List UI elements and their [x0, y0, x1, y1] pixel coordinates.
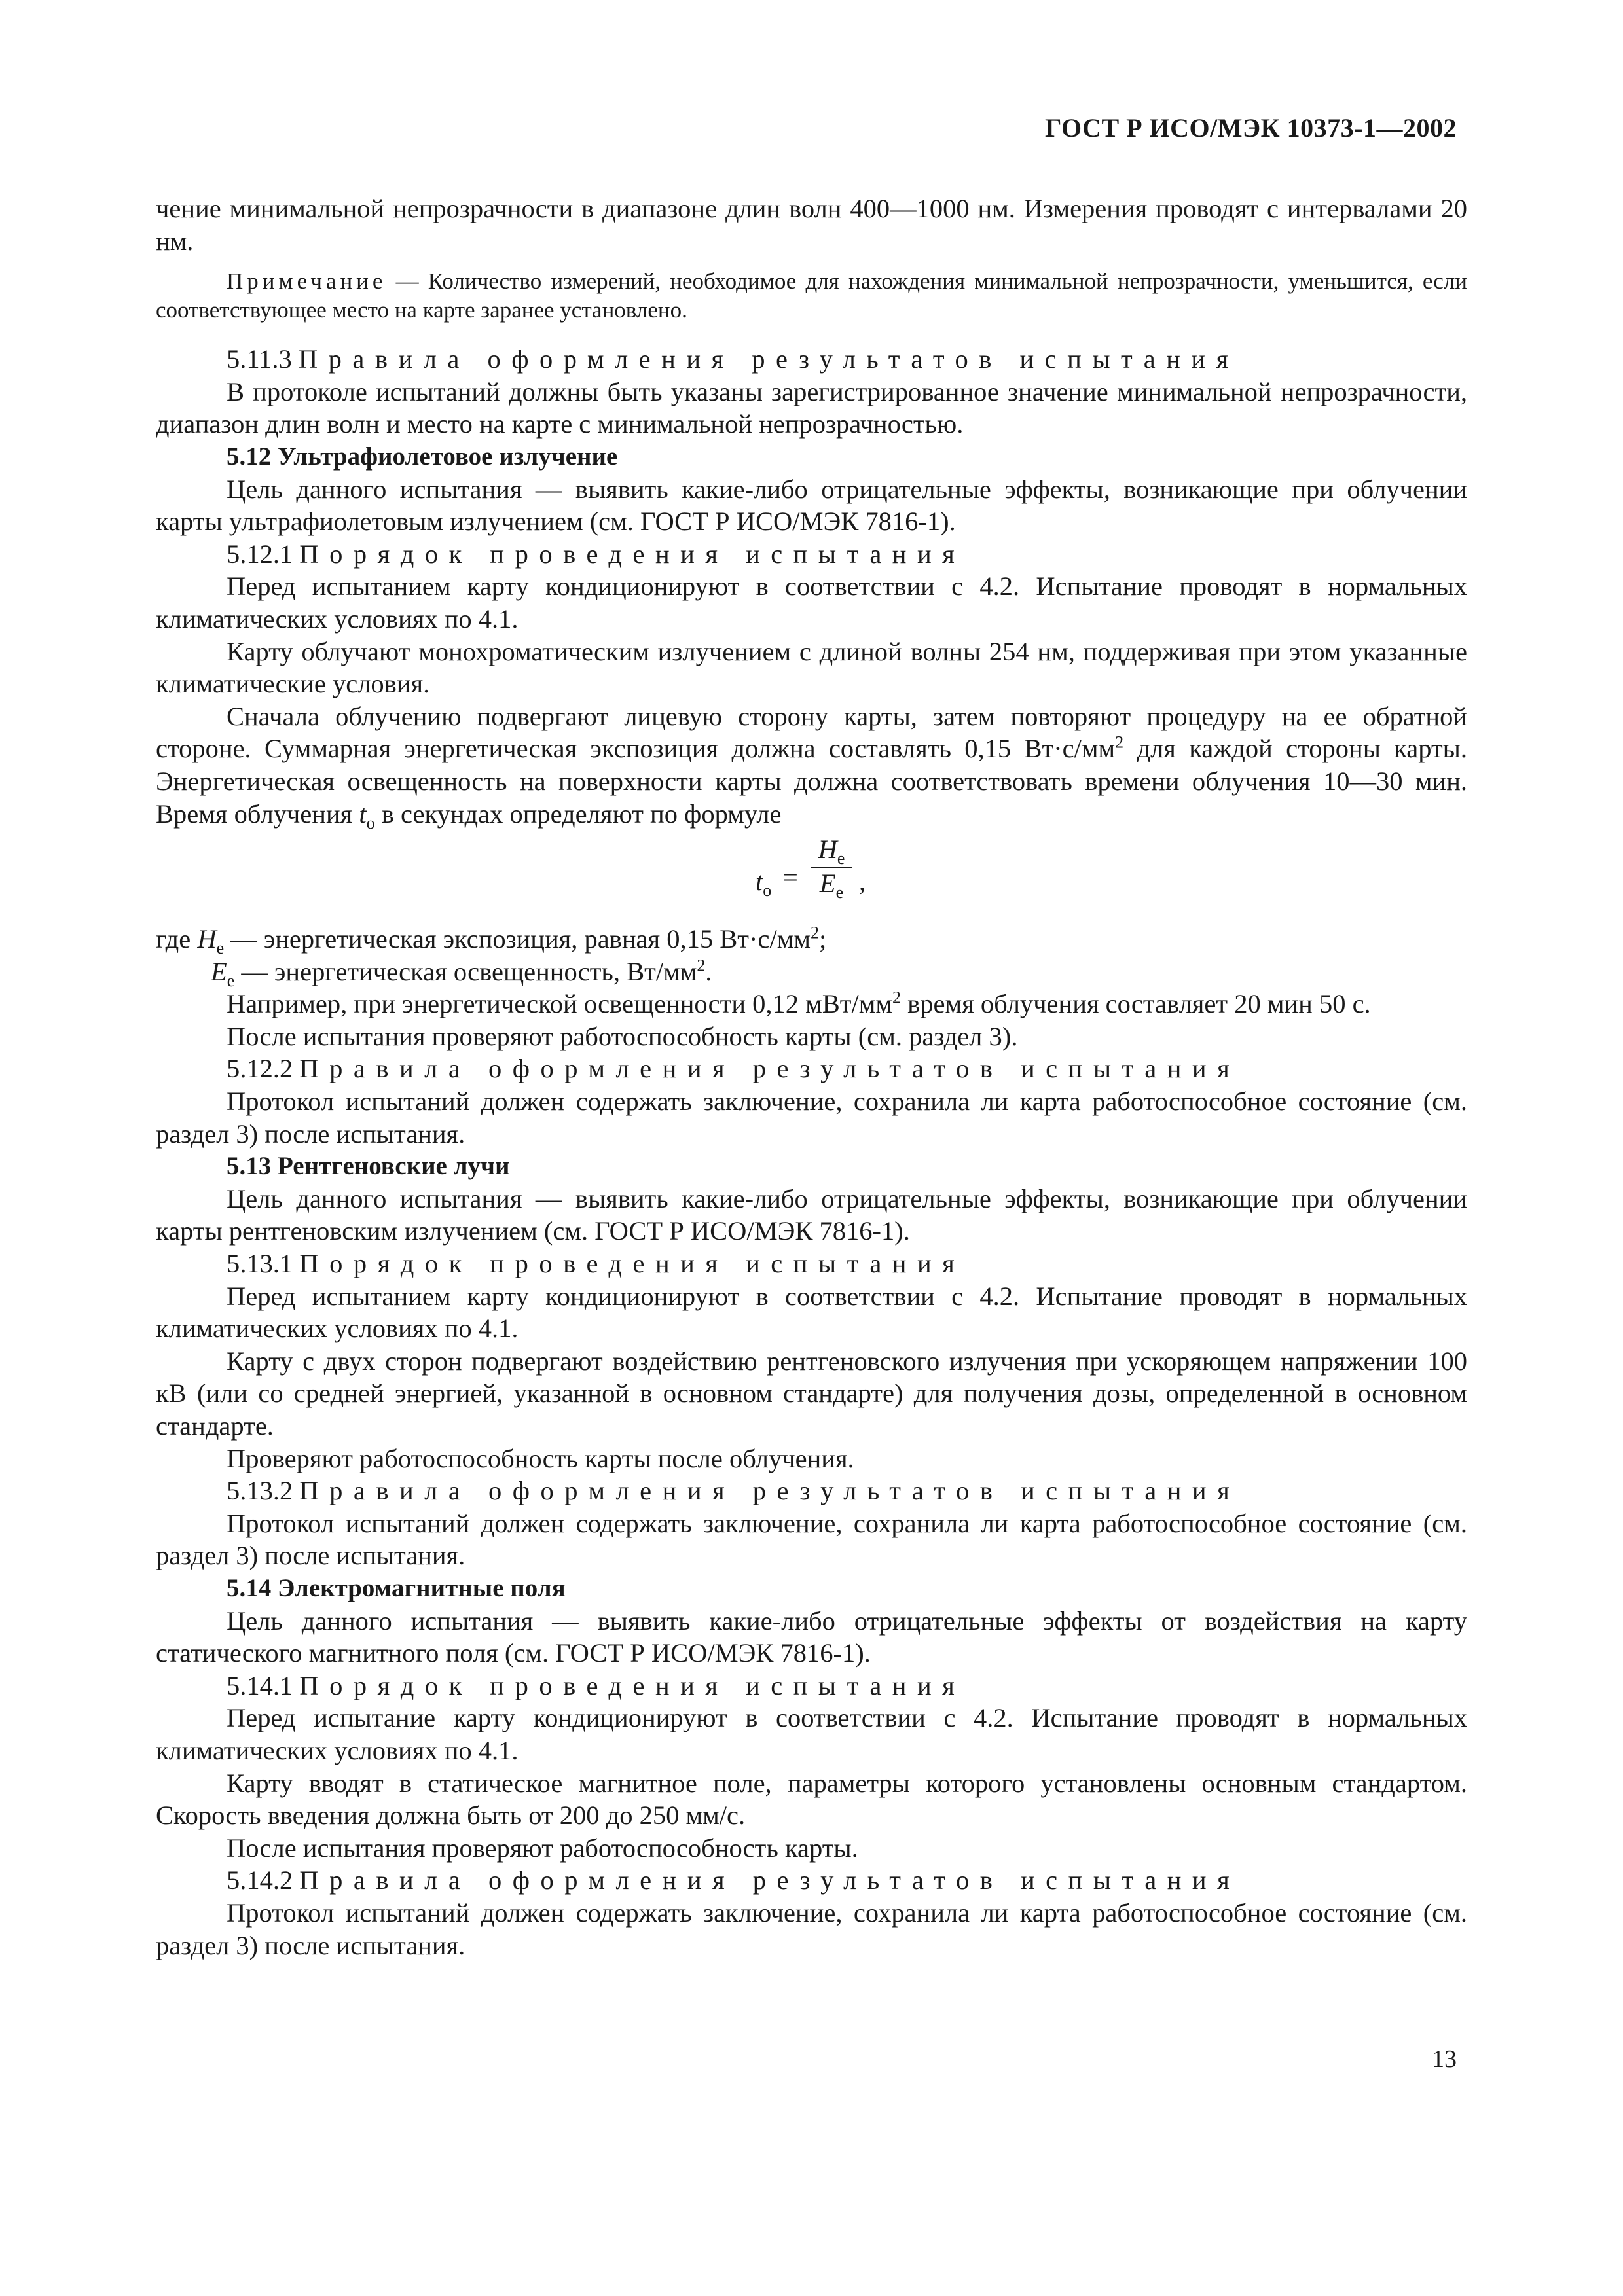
text-run: для каждой стороны карты. Энергетическая освещенность на поверхности карты должна соответствовать времени облучения 10—30 мин. Время облучения [156, 734, 1468, 829]
formula-lhs [756, 865, 772, 901]
symbol-H: H [197, 924, 217, 954]
fraction [811, 834, 852, 903]
subsection-number: 5.11.3 [227, 344, 292, 374]
subsection-number: 5.12.2 [227, 1054, 293, 1084]
page-number: 13 [1432, 2045, 1457, 2073]
numerator [811, 834, 852, 869]
symbol-E: E [211, 956, 227, 986]
section-heading-5-14: 5.14 Электромагнитные поля [227, 1573, 566, 1602]
subsection-number: 5.13.2 [227, 1476, 293, 1506]
paragraph: В протоколе испытаний должны быть указаны зарегистрированное значение минимальной непрозрачности, диапазон длин волн и место на карте с минимальной непрозрачностью. [156, 376, 1467, 439]
denominator [811, 869, 852, 903]
subsection-heading-5-14-1 [156, 1670, 1467, 1702]
subsection-title: Правила оформления результатов испытания [298, 344, 1239, 374]
paragraph: Карту с двух сторон подвергают воздействию рентгеновского излучения при ускоряющем напряжении 100 кВ (или со средней энергией, указанной в основном стандарте) для получения дозы, определенной в основном стандарте. [156, 1346, 1467, 1441]
note-text: — Количество измерений, необходимое для нахождения минимальной непрозрачности, уменьшится, если соответствующее место на карте заранее установлено. [156, 268, 1467, 323]
paragraph: После испытания проверяют работоспособность карты. [227, 1833, 858, 1863]
text-run: Сначала облучению подвергают лицевую сторону карты, затем повторяют процедуру на ее обратной стороне. Суммарная энергетическая экспозиция должна составлять 0,15 Вт·с/мм [156, 701, 1467, 764]
subsection-title: Правила оформления результатов испытания [299, 1054, 1241, 1084]
text-run: в секундах определяют по формуле [374, 798, 782, 829]
symbol-t: t [359, 798, 367, 829]
section-heading-5-13: 5.13 Рентгеновские лучи [227, 1152, 510, 1181]
symbol-E: E [819, 869, 836, 899]
subscript: e [837, 849, 845, 869]
subsection-heading-5-13-2 [156, 1475, 1467, 1507]
paragraph: Перед испытание карту кондиционируют в соответствии с 4.2. Испытание проводят в нормальных климатических условиях по 4.1. [156, 1703, 1467, 1765]
text-run: ; [818, 924, 827, 954]
subsection-title: Порядок проведения испытания [299, 1249, 966, 1279]
paragraph: Протокол испытаний должен содержать заключение, сохранила ли карта работоспособное состояние (см. раздел 3) после испытания. [156, 1508, 1467, 1571]
paragraph: Карту облучают монохроматическим излучением с длиной волны 254 нм, поддерживая при этом указанные климатические условия. [156, 636, 1467, 699]
subsection-title: Правила оформления результатов испытания [299, 1476, 1241, 1506]
subsection-number: 5.12.1 [227, 539, 293, 569]
fraction-bar [811, 867, 852, 868]
formula-comma: , [859, 867, 866, 897]
subsection-heading-5-12-2 [156, 1052, 1467, 1085]
paragraph: После испытания проверяют работоспособность карты (см. раздел 3). [227, 1021, 1018, 1051]
standard-header: ГОСТ Р ИСО/МЭК 10373-1—2002 [1045, 113, 1457, 143]
subsection-title: Порядок проведения испытания [299, 539, 966, 569]
symbol-H: H [818, 834, 837, 865]
subsection-number: 5.13.1 [227, 1249, 293, 1279]
paragraph: Карту вводят в статическое магнитное поле, параметры которого установлены основным стандартом. Скорость введения должна быть от 200 до 250 мм/с. [156, 1768, 1467, 1831]
subsection-heading-5-14-2 [156, 1864, 1467, 1897]
text-run: Например, при энергетической освещенности 0,12 мВт/мм [227, 989, 893, 1019]
section-heading-5-12: 5.12 Ультрафиолетовое излучение [227, 442, 618, 471]
where-line [156, 956, 1467, 988]
superscript: 2 [697, 956, 706, 975]
paragraph [156, 988, 1467, 1020]
page-body [156, 192, 1467, 1962]
paragraph [156, 700, 1468, 833]
text-run: . [705, 956, 712, 986]
paragraph: Протокол испытаний должен содержать заключение, сохранила ли карта работоспособное состояние (см. раздел 3) после испытания. [156, 1086, 1467, 1149]
paragraph: Перед испытанием карту кондиционируют в соответствии с 4.2. Испытание проводят в нормальных климатических условиях по 4.1. [156, 571, 1467, 634]
paragraph-continuation: чение минимальной непрозрачности в диапазоне длин волн 400—1000 нм. Измерения проводят с интервалами 20 нм. [156, 194, 1467, 256]
note [156, 267, 1467, 325]
formula [156, 834, 1467, 920]
subscript: e [835, 883, 844, 903]
subsection-title: Порядок проведения испытания [299, 1670, 966, 1700]
paragraph: Цель данного испытания — выявить какие-либо отрицательные эффекты, возникающие при облучении карты рентгеновским излучением (см. ГОСТ Р ИСО/МЭК 7816-1). [156, 1183, 1467, 1246]
subsection-number: 5.14.2 [227, 1865, 293, 1895]
text-run: где [156, 924, 198, 954]
subscript: o [763, 881, 772, 901]
paragraph: Проверяют работоспособность карты после облучения. [227, 1443, 854, 1473]
paragraph: Протокол испытаний должен содержать заключение, сохранила ли карта работоспособное состояние (см. раздел 3) после испытания. [156, 1897, 1467, 1960]
text-run: — энергетическая экспозиция, равная 0,15 Вт·с/мм [224, 924, 811, 954]
subsection-heading-5-13-1 [156, 1247, 1467, 1280]
superscript: 2 [892, 988, 902, 1007]
paragraph: Цель данного испытания — выявить какие-либо отрицательные эффекты, возникающие при облучении карты ультрафиолетовым излучением (см. ГОСТ Р ИСО/МЭК 7816-1). [156, 474, 1467, 537]
subsection-heading-5-12-1 [156, 538, 1467, 571]
paragraph: Перед испытанием карту кондиционируют в соответствии с 4.2. Испытание проводят в нормальных климатических условиях по 4.1. [156, 1281, 1467, 1344]
subscript: e [216, 939, 225, 958]
where-line [156, 923, 1467, 956]
subscript: e [227, 971, 235, 990]
subscript: o [366, 813, 375, 833]
superscript: 2 [1115, 732, 1124, 752]
text-run: — энергетическая освещенность, Вт/мм [234, 956, 697, 986]
note-label: Примечание [227, 268, 387, 295]
paragraph: Цель данного испытания — выявить какие-либо отрицательные эффекты от воздействия на карту статического магнитного поля (см. ГОСТ Р ИСО/МЭК 7816-1). [156, 1605, 1467, 1668]
subsection-title: Правила оформления результатов испытания [299, 1865, 1241, 1895]
symbol-t: t [756, 867, 763, 897]
subsection-heading-5-11-3 [156, 343, 1467, 376]
subsection-number: 5.14.1 [227, 1670, 293, 1700]
equals-sign: = [783, 863, 798, 893]
superscript: 2 [810, 923, 819, 942]
text-run: время облучения составляет 20 мин 50 с. [901, 989, 1371, 1019]
